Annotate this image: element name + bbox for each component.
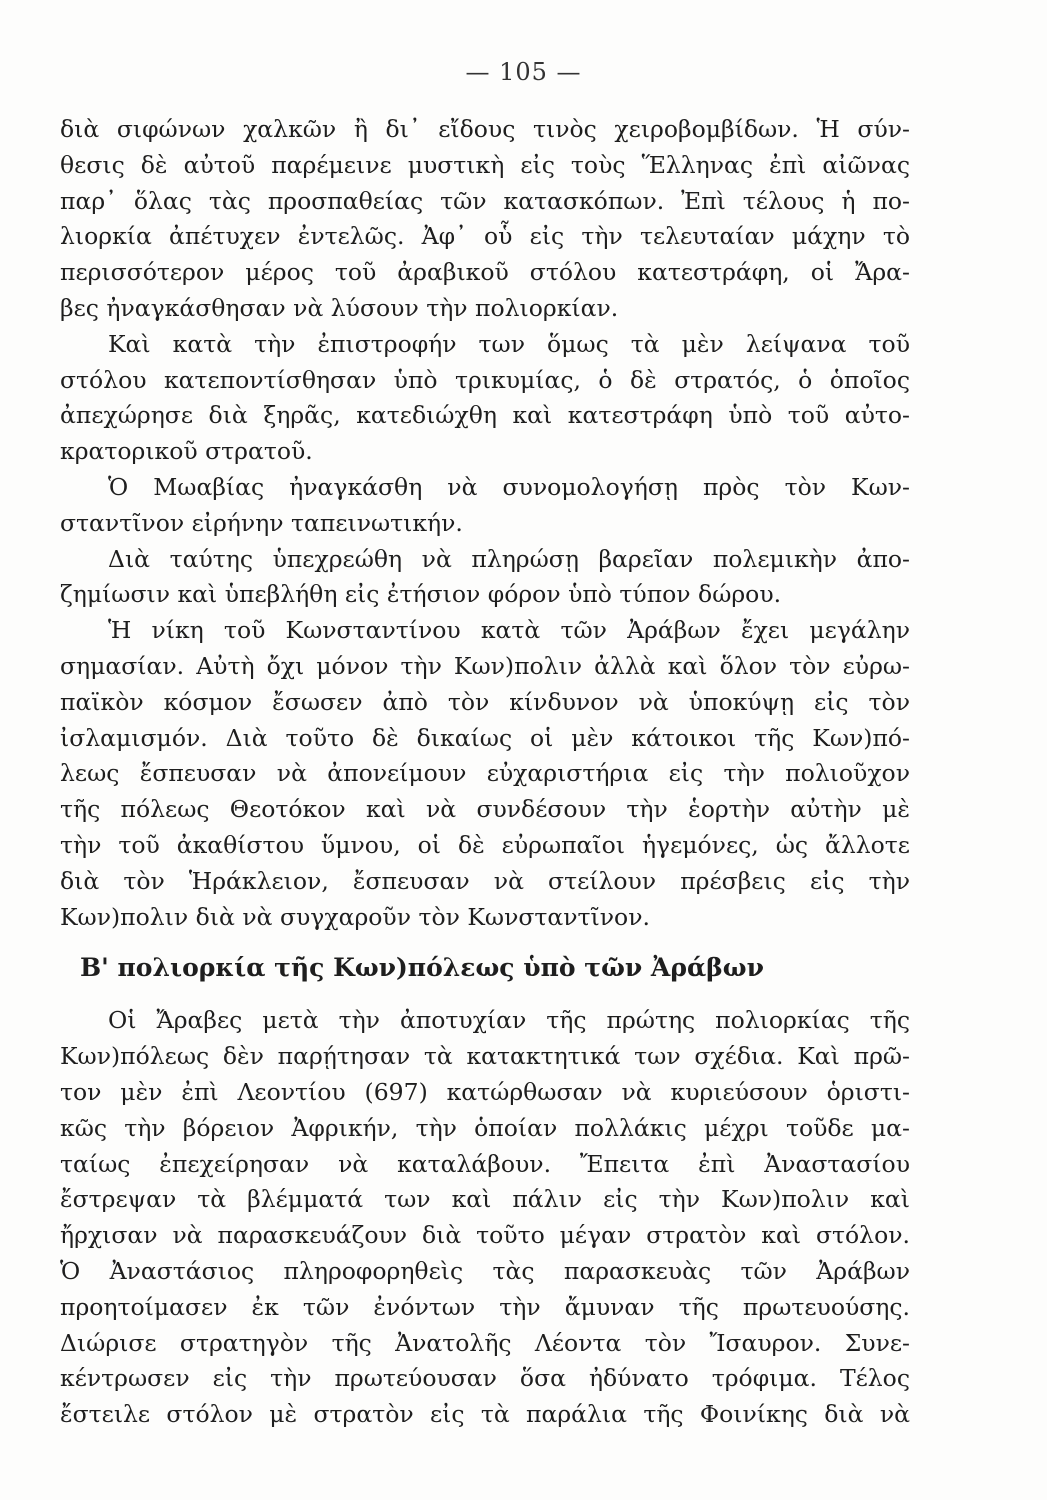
text-line: Διώρισε στρατηγὸν τῆς Ἀνατολῆς Λέοντα τὸν Ἴσαυρον. Συνε-: [60, 1328, 910, 1357]
text-line: λεως ἔσπευσαν νὰ ἀπονείμουν εὐχαριστήρια εἰς τὴν πολιοῦχον: [60, 759, 910, 788]
body-text: [60, 112, 910, 1433]
text-line: κῶς τὴν βόρειον Ἀφρικήν, τὴν ὁποίαν πολλάκις μέχρι τοῦδε μα-: [60, 1113, 910, 1142]
text-line: Ἡ νίκη τοῦ Κωνσταντίνου κατὰ τῶν Ἀράβων ἔχει μεγάλην: [108, 616, 910, 645]
text-line: ζημίωσιν καὶ ὑπεβλήθη εἰς ἐτήσιον φόρον ὑπὸ τύπον δώρου.: [60, 580, 782, 609]
text-line: Καὶ κατὰ τὴν ἐπιστροφήν των ὅμως τὰ μὲν λείψανα τοῦ: [108, 329, 910, 358]
text-line: ἤρχισαν νὰ παρασκευάζουν διὰ τοῦτο μέγαν στρατὸν καὶ στόλον.: [60, 1221, 910, 1250]
text-line: περισσότερον μέρος τοῦ ἀραβικοῦ στόλου κατεστράφη, οἱ Ἄρα-: [60, 258, 910, 287]
text-line: σταντῖνον εἰρήνην ταπεινωτικήν.: [60, 508, 463, 537]
text-line: διὰ τὸν Ἡράκλειον, ἔσπευσαν νὰ στείλουν πρέσβεις εἰς τὴν: [60, 866, 910, 895]
text-line: λιορκία ἀπέτυχεν ἐντελῶς. Ἀφ᾽ οὗ εἰς τὴν τελευταίαν μάχην τὸ: [60, 222, 910, 251]
text-line: Διὰ ταύτης ὑπεχρεώθη νὰ πληρώσῃ βαρεῖαν πολεμικὴν ἀπο-: [108, 544, 910, 573]
paragraph: [60, 327, 910, 470]
text-line: ἔστρεψαν τὰ βλέμματά των καὶ πάλιν εἰς τὴν Κων)πολιν καὶ: [60, 1185, 910, 1214]
paragraph: [60, 542, 910, 614]
text-line: τὴν τοῦ ἀκαθίστου ὕμνου, οἱ δὲ εὐρωπαῖοι ἡγεμόνες, ὡς ἄλλοτε: [60, 830, 910, 859]
paragraph: [60, 613, 910, 935]
paragraph: [60, 470, 910, 542]
text-line: στόλου κατεποντίσθησαν ὑπὸ τρικυμίας, ὁ δὲ στρατός, ὁ ὁποῖος: [60, 365, 910, 394]
text-line: παρ᾽ ὅλας τὰς προσπαθείας τῶν κατασκόπων. Ἐπὶ τέλους ἡ πο-: [60, 186, 910, 215]
text-line: ἔστειλε στόλον μὲ στρατὸν εἰς τὰ παράλια τῆς Φοινίκης διὰ νὰ: [60, 1400, 910, 1429]
text-line: σημασίαν. Αὐτὴ ὄχι μόνον τὴν Κων)πολιν ἀλλὰ καὶ ὅλον τὸν εὐρω-: [60, 651, 910, 680]
text-line: Κων)πολιν διὰ νὰ συγχαροῦν τὸν Κωνσταντῖνον.: [60, 902, 650, 931]
paragraph: [60, 112, 910, 327]
paragraph: [60, 1003, 910, 1433]
text-line: βες ἠναγκάσθησαν νὰ λύσουν τὴν πολιορκίαν.: [60, 293, 619, 322]
text-line: διὰ σιφώνων χαλκῶν ἢ δι᾽ εἴδους τινὸς χειροβομβίδων. Ἡ σύν-: [60, 115, 910, 143]
text-line: ἀπεχώρησε διὰ ξηρᾶς, κατεδιώχθη καὶ κατεστράφη ὑπὸ τοῦ αὐτο-: [60, 401, 910, 430]
page-number: — 105 —: [465, 58, 582, 86]
section-heading: Β' πολιορκία τῆς Κων)πόλεως ὑπὸ τῶν Ἀράβων: [80, 953, 764, 983]
text-line: τον μὲν ἐπὶ Λεοντίου (697) κατώρθωσαν νὰ κυριεύσουν ὁριστι-: [60, 1077, 910, 1106]
text-line: Ὁ Ἀναστάσιος πληροφορηθεὶς τὰς παρασκευὰς τῶν Ἀράβων: [60, 1256, 910, 1285]
text-line: κρατορικοῦ στρατοῦ.: [60, 437, 313, 466]
text-line: προητοίμασεν ἐκ τῶν ἐνόντων τὴν ἄμυναν τῆς πρωτευούσης.: [60, 1292, 910, 1321]
text-line: Ὁ Μωαβίας ἠναγκάσθη νὰ συνομολογήσῃ πρὸς τὸν Κων-: [108, 472, 910, 501]
text-line: τῆς πόλεως Θεοτόκον καὶ νὰ συνδέσουν τὴν ἑορτὴν αὐτὴν μὲ: [60, 795, 910, 824]
text-line: ταίως ἐπεχείρησαν νὰ καταλάβουν. Ἔπειτα ἐπὶ Ἀναστασίου: [60, 1149, 910, 1178]
text-line: κέντρωσεν εἰς τὴν πρωτεύουσαν ὅσα ἠδύνατο τρόφιμα. Τέλος: [60, 1364, 910, 1393]
text-line: θεσις δὲ αὐτοῦ παρέμεινε μυστικὴ εἰς τοὺς Ἕλληνας ἐπὶ αἰῶνας: [60, 150, 910, 179]
text-line: ἰσλαμισμόν. Διὰ τοῦτο δὲ δικαίως οἱ μὲν κάτοικοι τῆς Κων)πό-: [60, 723, 910, 752]
text-line: Κων)πόλεως δὲν παρῄτησαν τὰ κατακτητικά των σχέδια. Καὶ πρῶ-: [60, 1042, 910, 1071]
text-line: παϊκὸν κόσμον ἔσωσεν ἀπὸ τὸν κίνδυνον νὰ ὑποκύψῃ εἰς τὸν: [60, 687, 910, 716]
text-line: Οἱ Ἄραβες μετὰ τὴν ἀποτυχίαν τῆς πρώτης πολιορκίας τῆς: [108, 1006, 910, 1035]
